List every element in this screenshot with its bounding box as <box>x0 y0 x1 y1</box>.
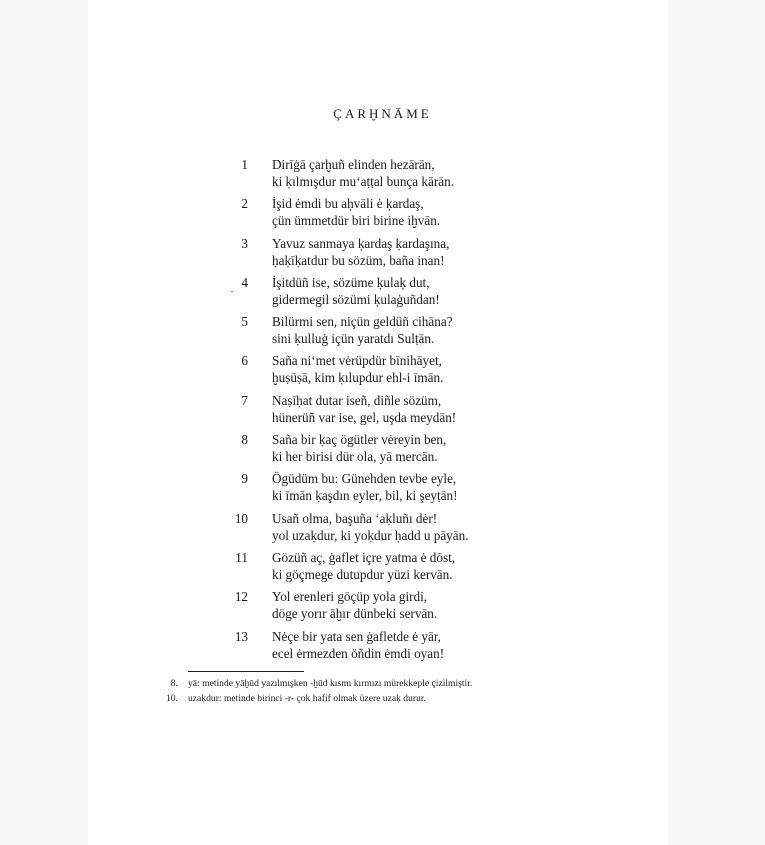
verse-line-2: ḥaḳīḳatdur bu sözüm, baña inan! <box>272 252 445 268</box>
verse-number: 7 <box>241 392 248 408</box>
footnote-text: yā: metinde yāḫūd yazılmışken -ḫūd kısmı kırmızı mürekkeple çizilmiştir. <box>188 678 473 689</box>
verse-line-1: Saña bir ḳaç ögütler vėreyin ben, <box>272 432 447 448</box>
verse-line-1: Dirīġā çarḫuñ elinden hezārān, <box>272 157 435 172</box>
verse-line-1: İşid ėmdi bu aḥvāli ė ḳardaş, <box>272 196 424 212</box>
footnote-rule <box>188 671 304 672</box>
verse <box>236 627 556 666</box>
verse-number: 1 <box>241 157 248 172</box>
verse <box>236 509 556 548</box>
verse-line-2: ki ḳılmışdur mu‘aṭṭal bunça kārān. <box>272 174 455 189</box>
footnote-number: 8. <box>170 678 178 689</box>
footnote-number: 10. <box>166 693 178 704</box>
verse-line-2: hünerüñ var ise, gel, uşda meydān! <box>272 409 457 425</box>
verse-line-1: Ögüdüm bu: Günehden tevbe eyle, <box>272 471 457 487</box>
verse-number: 4 <box>241 274 248 290</box>
footnote-list <box>150 678 620 708</box>
verse-line-2: gidermegil sözümi ḳulaġuñdan! <box>272 291 440 307</box>
verse-number: 9 <box>241 471 248 487</box>
verse <box>236 430 556 469</box>
verse <box>236 234 556 273</box>
verse-line-1: Nėçe bir yata sen ġafletde ė yār, <box>272 628 441 644</box>
footnote-text: uzaḳdur: metinde birinci -r- çok hafif olmak üzere uzaḳ durur. <box>188 693 426 704</box>
verse <box>236 351 556 390</box>
verse-line-1: Yol erenleri göçüp yola girdi, <box>272 589 428 605</box>
verse-line-2: ki göçmege dutupdur yüzi kervān. <box>272 566 453 582</box>
verse-number: 5 <box>241 314 248 330</box>
verse <box>236 469 556 508</box>
verse-line-1: Saña ni‘met vėrüpdür bīnihāyet, <box>272 353 442 369</box>
verse-number: 13 <box>234 628 248 644</box>
verse-number: 10 <box>234 510 248 526</box>
page-speck <box>231 291 233 292</box>
verse-line-2: ki īmān ḳaşdın eyler, bil, ki şeyṭān! <box>272 488 458 504</box>
verse-line-2: sini ḳulluġ içün yaratdı Sulṭān. <box>272 331 435 347</box>
verse-line-1: Yavuz sanmaya ḳardaş ḳardaşına, <box>272 235 450 251</box>
verse-line-2: ecel ėrmezden öñdin ėmdi oyan! <box>272 645 445 661</box>
verse-line-1: Usañ olma, başuña ‘aḳluñı dėr! <box>272 510 438 526</box>
verse-line-2: döge yorır āḫır dünbeki servān. <box>272 606 438 622</box>
verse-line-2: ki her birisi dür ola, yā mercān. <box>272 449 438 465</box>
verse-number: 8 <box>241 432 248 448</box>
verse <box>236 312 556 351</box>
verse <box>236 391 556 430</box>
verse <box>236 273 556 312</box>
verse-line-2: ḫuṣūṣā, kim ḳılupdur ehl-i īmān. <box>272 370 444 386</box>
verse-number: 2 <box>241 196 248 212</box>
footnote <box>150 678 620 693</box>
verse-number: 3 <box>241 235 248 251</box>
verse-line-1: Bilürmi sen, niçün geldüñ cihāna? <box>272 314 453 330</box>
verse <box>236 548 556 587</box>
verse <box>236 194 556 233</box>
verse-line-1: İşitdüñ ise, sözüme ḳulaḳ dut, <box>272 274 430 290</box>
verse-line-1: Gözüñ aç, ġaflet içre yatma ė dōst, <box>272 549 456 565</box>
verse-line-2: çün ümmetdür biri birine iḫvān. <box>272 213 441 229</box>
verse-line-2: yol uzaḳdur, ki yoḳdur ḥadd u pāyān. <box>272 527 469 543</box>
verse <box>236 155 556 194</box>
verse-number: 11 <box>235 549 248 565</box>
verse <box>236 587 556 626</box>
verse-number: 12 <box>234 589 248 605</box>
verse-number: 6 <box>241 353 248 369</box>
verse-list <box>236 155 556 666</box>
footnote <box>150 693 620 708</box>
page-title: ÇARḪNĀME <box>333 106 432 121</box>
verse-line-1: Naṣīḥat dutar iseñ, diñle sözüm, <box>272 392 442 408</box>
